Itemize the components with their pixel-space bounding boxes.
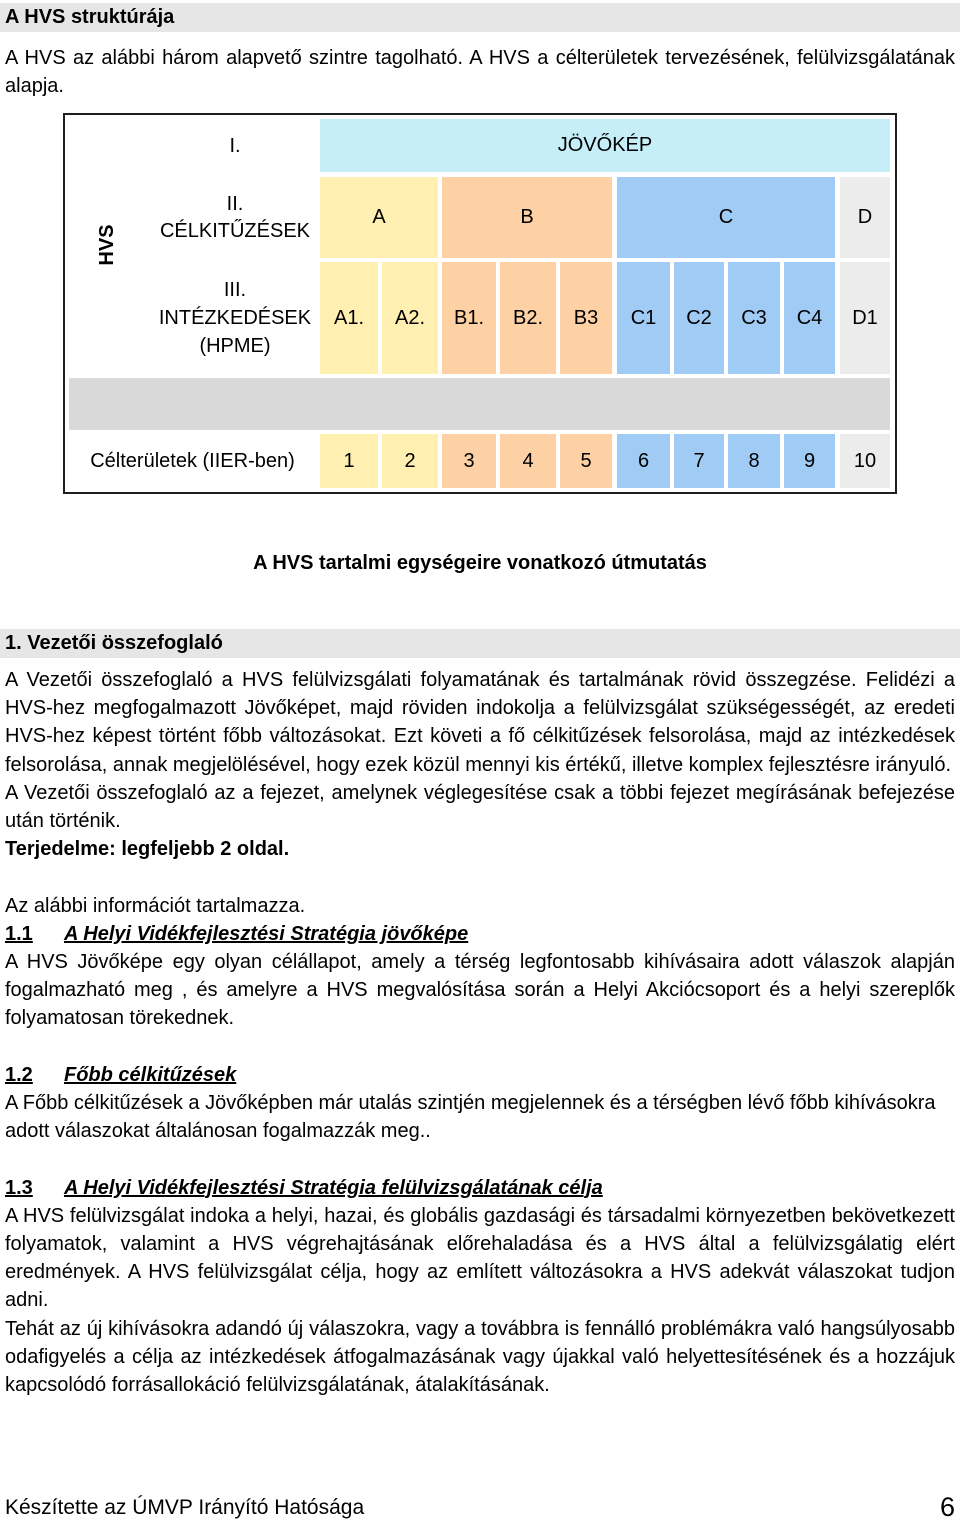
section-1-body	[5, 666, 955, 1399]
subsection-heading-1-2	[5, 1061, 955, 1089]
measure-cell-b1: B1.	[442, 262, 496, 374]
level-2-name: CÉLKITŰZÉSEK	[159, 219, 311, 242]
subsection-title: A Helyi Vidékfejlesztési Stratégia jövőképe	[64, 922, 469, 945]
length-note: Terjedelme: legfeljebb 2 oldal.	[5, 838, 290, 861]
spacer	[5, 1033, 955, 1061]
summary-paragraph: A Vezetői összefoglaló az a fejezet, amelynek véglegesítése csak a többi fejezet megírásának befejezése után történik.	[5, 781, 955, 833]
summary-paragraph: A Vezetői összefoglaló a HVS felülvizsgálati folyamatának és tartalmának rövid összegzése. Felidézi a HVS-hez megfogalmazott Jövőképet, majd röviden indokolja a felülvizsgálat szükségességét, az eredeti HVS-hez képest történt főbb változásokat. Ezt követi a fő célkitűzések felsorolása, majd az intézkedések felsorolása, annak megjelölésével, hogy ezek közül mennyi kis értékű, illetve komplex fejlesztésre irányuló.	[5, 669, 955, 776]
level-2-number: II.	[226, 192, 244, 215]
measure-cell-c1: C1	[617, 262, 670, 374]
guide-heading: A HVS tartalmi egységeire vonatkozó útmutatás	[253, 552, 707, 574]
level-3-label	[152, 262, 318, 374]
footer-prepared-by: Készítette az ÚMVP Irányító Hatósága	[5, 1496, 365, 1519]
target-area-cell-6: 6	[617, 434, 670, 488]
target-area-cell-3: 3	[442, 434, 496, 488]
vision-cell: JÖVŐKÉP	[320, 119, 890, 172]
measure-cell-b2: B2.	[500, 262, 556, 374]
level-2-label	[152, 177, 318, 258]
target-area-cell-5: 5	[560, 434, 612, 488]
structure-section-title: A HVS struktúrája	[0, 3, 960, 32]
level-1-number: I.	[229, 134, 241, 157]
target-area-cell-8: 8	[728, 434, 780, 488]
hvs-side-label: HVS	[96, 224, 118, 266]
level-3-name: INTÉZKEDÉSEK	[158, 307, 312, 329]
level-3-number: III.	[223, 279, 247, 301]
page-number: 6	[939, 1492, 955, 1522]
contents-intro: Az alábbi információt tartalmazza.	[5, 894, 306, 917]
subsection-title: A Helyi Vidékfejlesztési Stratégia felülvizsgálatának célja	[64, 1176, 603, 1199]
subsection-number: 1.2	[5, 1063, 33, 1086]
target-area-cell-10: 10	[840, 434, 890, 488]
target-areas-label: Célterületek (IIER-ben)	[90, 450, 295, 472]
measure-cell-c2: C2	[674, 262, 724, 374]
objective-cell-b: B	[442, 177, 612, 258]
subsection-paragraph: A Főbb célkitűzések a Jövőképben már utalás szintjén megjelennek és a térségben lévő főbb kihívásokra adott válaszokat általánosan fogalmazzák meg..	[5, 1092, 936, 1143]
objective-cell-a: A	[320, 177, 438, 258]
intro-paragraph: A HVS az alábbi három alapvető szintre tagolható. A HVS a célterületek tervezésének, felülvizsgálatának alapja.	[5, 47, 955, 97]
level-1-label	[152, 119, 318, 172]
spacer	[5, 863, 955, 891]
subsection-heading-1-1	[5, 920, 955, 948]
subsection-heading-1-3	[5, 1174, 955, 1202]
subsection-number: 1.3	[5, 1176, 33, 1199]
measure-cell-c3: C3	[728, 262, 780, 374]
subsection-paragraph: Tehát az új kihívásokra adandó új válaszokra, vagy a továbbra is fennálló problémákra való hangsúlyosabb odafigyelés a célja az intézkedések átfogalmazásának vagy újakkal való helyettesítésének és a hozzájuk kapcsolódó forrásallokáció felülvizsgálatának, átalakításának.	[5, 1317, 955, 1397]
subsection-number: 1.1	[5, 922, 33, 945]
hvs-structure-diagram	[63, 113, 897, 494]
section-1-title: 1. Vezetői összefoglaló	[0, 629, 960, 658]
separator-bar	[69, 378, 890, 430]
level-3-note: (HPME)	[199, 335, 271, 357]
measure-cell-a2: A2.	[382, 262, 438, 374]
objective-cell-d: D	[840, 177, 890, 258]
subsection-paragraph: A HVS Jövőképe egy olyan célállapot, amely a térség legfontosabb kihívásaira adott válaszok alapján fogalmazható meg , és amelyre a HVS megvalósítása során a Helyi Akciócsoport és a helyi szereplők folyamatosan törekednek.	[5, 951, 955, 1030]
objective-cell-c: C	[617, 177, 835, 258]
measure-cell-b3: B3	[560, 262, 612, 374]
spacer	[5, 1145, 955, 1173]
target-area-cell-1: 1	[320, 434, 378, 488]
target-area-cell-7: 7	[674, 434, 724, 488]
target-area-cell-2: 2	[382, 434, 438, 488]
target-area-cell-4: 4	[500, 434, 556, 488]
measure-cell-c4: C4	[784, 262, 835, 374]
subsection-title: Főbb célkitűzések	[64, 1063, 237, 1086]
measure-cell-d1: D1	[840, 262, 890, 374]
subsection-paragraph: A HVS felülvizsgálat indoka a helyi, hazai, és globális gazdasági és társadalmi környezetben bekövetkezett folyamatok, valamint a HVS végrehajtásának előrehaladása és a HVS által a felülvizsgálatig elért eredmények. A HVS felülvizsgálat célja, hogy az említett változásokra a HVS adekvát válaszokat tudjon adni.	[5, 1204, 955, 1312]
measure-cell-a1: A1.	[320, 262, 378, 374]
target-area-cell-9: 9	[784, 434, 835, 488]
